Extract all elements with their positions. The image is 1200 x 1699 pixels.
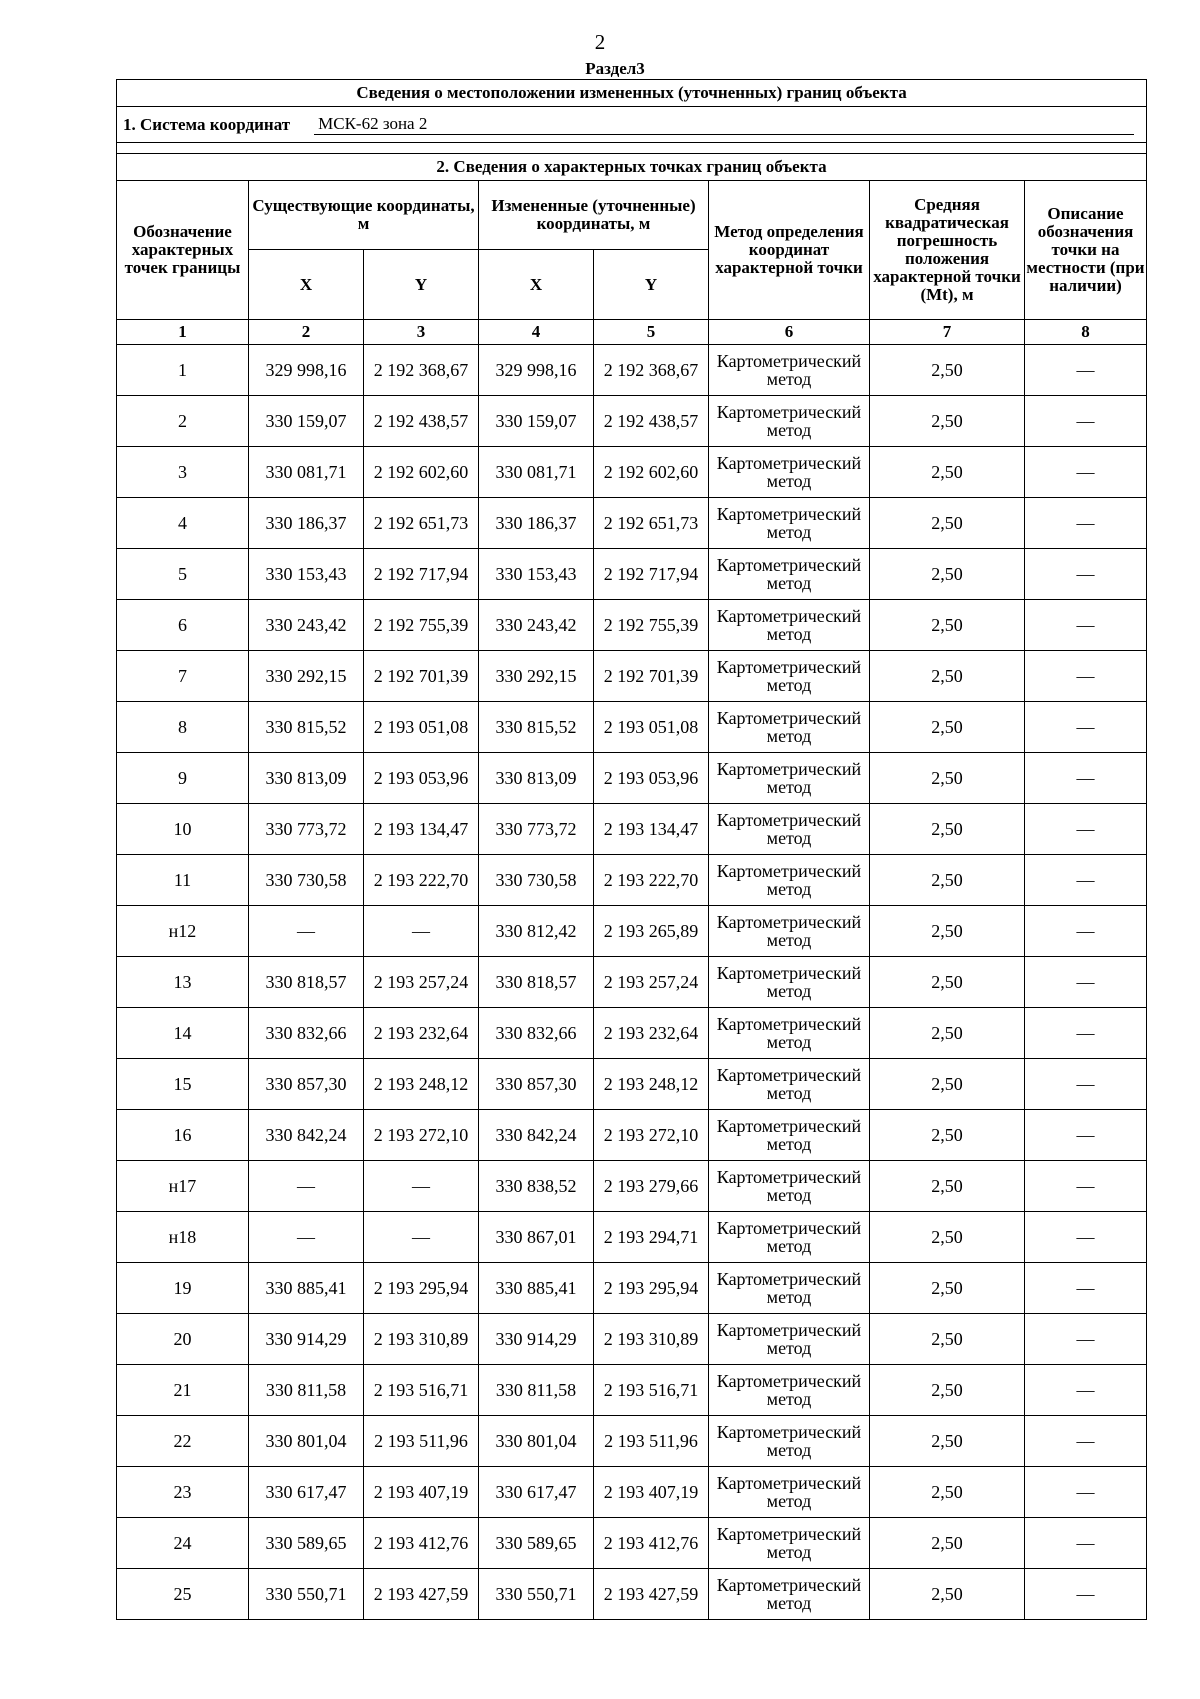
cell-changed-x: 330 857,30 [479,1059,594,1110]
cell-changed-x: 330 243,42 [479,600,594,651]
cell-point-id: 21 [117,1365,249,1416]
cell-method: Картометрический метод [709,345,870,396]
table-row [117,1008,1147,1059]
cell-existing-y: — [364,1212,479,1263]
column-number: 3 [364,320,479,345]
cell-changed-y: 2 193 295,94 [594,1263,709,1314]
cell-existing-x: — [249,1161,364,1212]
cell-method: Картометрический метод [709,1008,870,1059]
table-row [117,345,1147,396]
cell-changed-y: 2 193 222,70 [594,855,709,906]
cell-changed-y: 2 192 755,39 [594,600,709,651]
cell-changed-x: 329 998,16 [479,345,594,396]
cell-existing-x: 330 832,66 [249,1008,364,1059]
cell-error: 2,50 [870,1263,1025,1314]
cell-point-id: 8 [117,702,249,753]
cell-changed-x: 330 867,01 [479,1212,594,1263]
cell-description: — [1025,1161,1147,1212]
cell-method: Картометрический метод [709,549,870,600]
cell-existing-x: 330 589,65 [249,1518,364,1569]
header-description: Описание обозначения точки на местности (при наличии) [1025,181,1147,320]
cell-point-id: 2 [117,396,249,447]
header-method: Метод определения координат характерной точки [709,181,870,320]
cell-changed-y: 2 193 265,89 [594,906,709,957]
cell-method: Картометрический метод [709,1059,870,1110]
table-row [117,753,1147,804]
page-number: 2 [594,30,606,54]
cell-existing-x: 330 773,72 [249,804,364,855]
table-caption: Сведения о местоположении измененных (уточненных) границ объекта [117,80,1147,107]
cell-changed-y: 2 193 294,71 [594,1212,709,1263]
cell-point-id: 4 [117,498,249,549]
cell-changed-x: 330 815,52 [479,702,594,753]
cell-changed-x: 330 186,37 [479,498,594,549]
cell-error: 2,50 [870,1416,1025,1467]
cell-method: Картометрический метод [709,651,870,702]
cell-existing-x: 330 857,30 [249,1059,364,1110]
cell-existing-y: 2 193 427,59 [364,1569,479,1620]
cell-method: Картометрический метод [709,957,870,1008]
cell-existing-y: 2 192 368,67 [364,345,479,396]
cell-changed-y: 2 192 368,67 [594,345,709,396]
cell-error: 2,50 [870,855,1025,906]
column-number: 5 [594,320,709,345]
table-row [117,1518,1147,1569]
cell-existing-y: 2 192 717,94 [364,549,479,600]
cell-description: — [1025,1212,1147,1263]
cell-method: Картометрический метод [709,1365,870,1416]
cell-changed-x: 330 801,04 [479,1416,594,1467]
column-number: 7 [870,320,1025,345]
cell-point-id: 22 [117,1416,249,1467]
table-row [117,498,1147,549]
cell-point-id: 23 [117,1467,249,1518]
column-number: 1 [117,320,249,345]
cell-point-id: 9 [117,753,249,804]
cell-error: 2,50 [870,345,1025,396]
cell-error: 2,50 [870,600,1025,651]
cell-description: — [1025,549,1147,600]
cell-changed-y: 2 192 438,57 [594,396,709,447]
cell-changed-y: 2 193 407,19 [594,1467,709,1518]
cell-description: — [1025,1314,1147,1365]
cell-changed-y: 2 192 701,39 [594,651,709,702]
cell-changed-y: 2 193 279,66 [594,1161,709,1212]
cell-existing-x: 330 815,52 [249,702,364,753]
cell-description: — [1025,447,1147,498]
points-caption: 2. Сведения о характерных точках границ объекта [117,154,1147,181]
cell-existing-y: 2 193 516,71 [364,1365,479,1416]
cell-changed-x: 330 832,66 [479,1008,594,1059]
spacer-row [117,143,1147,154]
cell-point-id: 13 [117,957,249,1008]
cell-existing-x: — [249,906,364,957]
cell-point-id: 16 [117,1110,249,1161]
cell-point-id: 11 [117,855,249,906]
cell-error: 2,50 [870,1008,1025,1059]
table-row [117,447,1147,498]
cell-changed-y: 2 193 412,76 [594,1518,709,1569]
cell-method: Картометрический метод [709,396,870,447]
cell-point-id: 25 [117,1569,249,1620]
cell-existing-x: 330 730,58 [249,855,364,906]
cell-changed-x: 330 813,09 [479,753,594,804]
table-row [117,906,1147,957]
cell-error: 2,50 [870,753,1025,804]
cell-error: 2,50 [870,906,1025,957]
table-row [117,702,1147,753]
cell-changed-x: 330 842,24 [479,1110,594,1161]
column-number: 6 [709,320,870,345]
cell-error: 2,50 [870,1365,1025,1416]
coordinate-system-row [117,107,1147,143]
cell-existing-y: 2 193 511,96 [364,1416,479,1467]
cell-method: Картометрический метод [709,1518,870,1569]
cell-description: — [1025,345,1147,396]
cell-point-id: н12 [117,906,249,957]
cell-point-id: н17 [117,1161,249,1212]
cell-error: 2,50 [870,1518,1025,1569]
cell-description: — [1025,1416,1147,1467]
table-row [117,1365,1147,1416]
cell-method: Картометрический метод [709,1212,870,1263]
header-existing-y: Y [364,250,479,320]
table-row [117,1059,1147,1110]
table-row [117,1212,1147,1263]
cell-description: — [1025,702,1147,753]
cell-existing-x: 329 998,16 [249,345,364,396]
cell-existing-x: 330 243,42 [249,600,364,651]
column-number: 2 [249,320,364,345]
cell-changed-x: 330 081,71 [479,447,594,498]
cell-existing-y: 2 193 051,08 [364,702,479,753]
cell-existing-y: 2 193 407,19 [364,1467,479,1518]
table-row [117,396,1147,447]
cell-existing-y: 2 193 272,10 [364,1110,479,1161]
cell-changed-y: 2 193 248,12 [594,1059,709,1110]
cell-existing-y: — [364,906,479,957]
cell-method: Картометрический метод [709,447,870,498]
cell-changed-x: 330 812,42 [479,906,594,957]
cell-changed-y: 2 193 232,64 [594,1008,709,1059]
table-row [117,1467,1147,1518]
cell-existing-y: 2 193 310,89 [364,1314,479,1365]
cell-existing-y: 2 193 134,47 [364,804,479,855]
table-row [117,1110,1147,1161]
cell-point-id: н18 [117,1212,249,1263]
cell-changed-x: 330 159,07 [479,396,594,447]
cell-existing-y: 2 192 651,73 [364,498,479,549]
cell-changed-x: 330 885,41 [479,1263,594,1314]
cell-method: Картометрический метод [709,1161,870,1212]
cell-existing-y: 2 193 222,70 [364,855,479,906]
cell-error: 2,50 [870,702,1025,753]
table-row [117,804,1147,855]
cell-method: Картометрический метод [709,702,870,753]
coordinate-system-value: МСК-62 зона 2 [314,114,1134,135]
header-designation: Обозначение характерных точек границы [117,181,249,320]
column-numbers-row [117,320,1147,345]
header-changed: Измененные (уточненные) координаты, м [479,181,709,250]
cell-existing-x: 330 159,07 [249,396,364,447]
cell-error: 2,50 [870,396,1025,447]
cell-existing-x: 330 153,43 [249,549,364,600]
cell-changed-y: 2 193 257,24 [594,957,709,1008]
cell-error: 2,50 [870,549,1025,600]
cell-existing-x: 330 818,57 [249,957,364,1008]
cell-existing-x: 330 550,71 [249,1569,364,1620]
cell-changed-y: 2 193 272,10 [594,1110,709,1161]
table-row [117,600,1147,651]
cell-changed-y: 2 193 053,96 [594,753,709,804]
cell-existing-y: — [364,1161,479,1212]
cell-description: — [1025,1110,1147,1161]
cell-description: — [1025,1008,1147,1059]
cell-method: Картометрический метод [709,1110,870,1161]
cell-changed-x: 330 153,43 [479,549,594,600]
cell-method: Картометрический метод [709,600,870,651]
table-row [117,651,1147,702]
cell-point-id: 3 [117,447,249,498]
cell-description: — [1025,1518,1147,1569]
header-existing: Существующие координаты, м [249,181,479,250]
cell-method: Картометрический метод [709,1569,870,1620]
table-row [117,1161,1147,1212]
column-number: 8 [1025,320,1147,345]
cell-point-id: 6 [117,600,249,651]
cell-existing-x: 330 813,09 [249,753,364,804]
cell-changed-x: 330 292,15 [479,651,594,702]
cell-description: — [1025,498,1147,549]
cell-error: 2,50 [870,1212,1025,1263]
cell-point-id: 24 [117,1518,249,1569]
cell-method: Картометрический метод [709,1467,870,1518]
boundary-table [116,79,1147,1620]
cell-description: — [1025,855,1147,906]
cell-changed-x: 330 773,72 [479,804,594,855]
cell-point-id: 7 [117,651,249,702]
cell-point-id: 19 [117,1263,249,1314]
cell-changed-x: 330 914,29 [479,1314,594,1365]
cell-description: — [1025,1365,1147,1416]
cell-method: Картометрический метод [709,1263,870,1314]
cell-method: Картометрический метод [709,753,870,804]
cell-existing-y: 2 193 248,12 [364,1059,479,1110]
cell-changed-y: 2 192 651,73 [594,498,709,549]
cell-method: Картометрический метод [709,1416,870,1467]
cell-existing-x: 330 292,15 [249,651,364,702]
cell-existing-x: 330 914,29 [249,1314,364,1365]
cell-changed-y: 2 193 427,59 [594,1569,709,1620]
cell-description: — [1025,651,1147,702]
cell-changed-x: 330 550,71 [479,1569,594,1620]
cell-description: — [1025,1569,1147,1620]
cell-changed-x: 330 818,57 [479,957,594,1008]
cell-changed-y: 2 193 051,08 [594,702,709,753]
cell-existing-x: 330 801,04 [249,1416,364,1467]
cell-existing-y: 2 193 053,96 [364,753,479,804]
cell-changed-x: 330 838,52 [479,1161,594,1212]
cell-description: — [1025,1263,1147,1314]
cell-existing-y: 2 192 755,39 [364,600,479,651]
table-body [117,80,1147,1620]
cell-existing-x: 330 842,24 [249,1110,364,1161]
table-row [117,1314,1147,1365]
table-row [117,549,1147,600]
cell-error: 2,50 [870,651,1025,702]
cell-existing-y: 2 192 438,57 [364,396,479,447]
cell-point-id: 14 [117,1008,249,1059]
cell-point-id: 5 [117,549,249,600]
cell-description: — [1025,804,1147,855]
column-number: 4 [479,320,594,345]
cell-description: — [1025,906,1147,957]
cell-method: Картометрический метод [709,855,870,906]
table-row [117,855,1147,906]
cell-description: — [1025,753,1147,804]
cell-error: 2,50 [870,498,1025,549]
cell-error: 2,50 [870,1161,1025,1212]
cell-changed-x: 330 811,58 [479,1365,594,1416]
cell-existing-x: 330 811,58 [249,1365,364,1416]
cell-description: — [1025,957,1147,1008]
cell-method: Картометрический метод [709,804,870,855]
header-changed-x: X [479,250,594,320]
cell-existing-y: 2 192 602,60 [364,447,479,498]
table-row [117,957,1147,1008]
cell-existing-y: 2 193 232,64 [364,1008,479,1059]
coordinate-system-label: 1. Система координат [123,114,291,134]
cell-description: — [1025,1059,1147,1110]
cell-existing-x: — [249,1212,364,1263]
cell-point-id: 20 [117,1314,249,1365]
cell-existing-y: 2 193 295,94 [364,1263,479,1314]
cell-changed-y: 2 192 717,94 [594,549,709,600]
cell-changed-y: 2 193 511,96 [594,1416,709,1467]
cell-method: Картометрический метод [709,1314,870,1365]
table-row [117,1416,1147,1467]
cell-error: 2,50 [870,1314,1025,1365]
cell-method: Картометрический метод [709,906,870,957]
table-row [117,1569,1147,1620]
cell-existing-x: 330 885,41 [249,1263,364,1314]
cell-changed-y: 2 193 134,47 [594,804,709,855]
cell-point-id: 1 [117,345,249,396]
cell-existing-x: 330 617,47 [249,1467,364,1518]
cell-error: 2,50 [870,1569,1025,1620]
cell-changed-x: 330 617,47 [479,1467,594,1518]
cell-changed-x: 330 589,65 [479,1518,594,1569]
cell-error: 2,50 [870,1110,1025,1161]
cell-changed-y: 2 193 516,71 [594,1365,709,1416]
header-changed-y: Y [594,250,709,320]
table-row [117,1263,1147,1314]
cell-error: 2,50 [870,1467,1025,1518]
header-error: Средняя квадратическая погрешность положения характерной точки (Mt), м [870,181,1025,320]
cell-existing-x: 330 186,37 [249,498,364,549]
cell-changed-y: 2 193 310,89 [594,1314,709,1365]
header-existing-x: X [249,250,364,320]
section-title: Раздел3 [585,59,645,78]
cell-error: 2,50 [870,1059,1025,1110]
cell-point-id: 15 [117,1059,249,1110]
cell-error: 2,50 [870,447,1025,498]
cell-error: 2,50 [870,957,1025,1008]
cell-existing-y: 2 192 701,39 [364,651,479,702]
cell-changed-y: 2 192 602,60 [594,447,709,498]
cell-point-id: 10 [117,804,249,855]
cell-description: — [1025,1467,1147,1518]
cell-method: Картометрический метод [709,498,870,549]
cell-existing-y: 2 193 257,24 [364,957,479,1008]
cell-description: — [1025,396,1147,447]
cell-changed-x: 330 730,58 [479,855,594,906]
cell-existing-y: 2 193 412,76 [364,1518,479,1569]
cell-description: — [1025,600,1147,651]
cell-error: 2,50 [870,804,1025,855]
cell-existing-x: 330 081,71 [249,447,364,498]
